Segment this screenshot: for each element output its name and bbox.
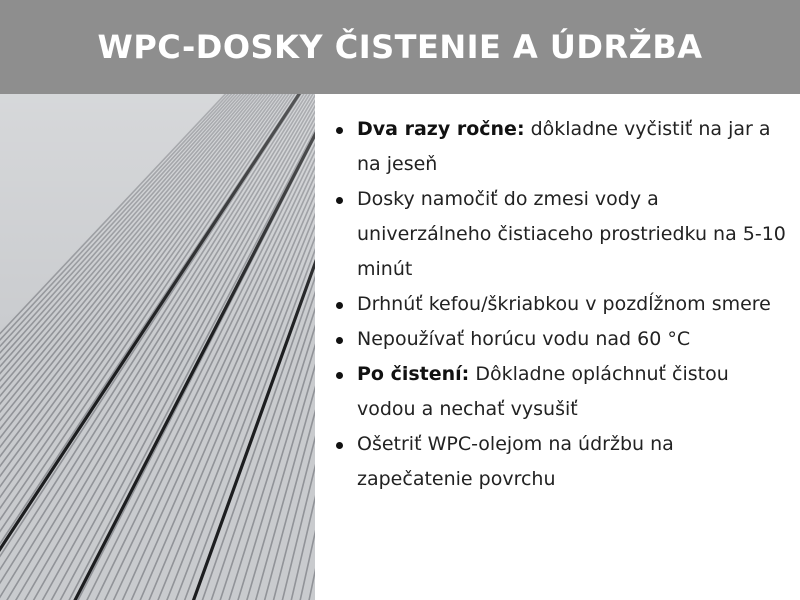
item-text: Nepoužívať horúcu vodu nad 60 °C [357,328,691,350]
item-text: Dôkladne opláchnuť čistou vodou a nechať vysušiť [357,363,729,420]
item-text: Dosky namočiť do zmesi vody a univerzálneho čistiaceho prostriedku na 5-10 minút [357,188,786,280]
item-text: dôkladne vyčistiť na jar a na jeseň [357,118,771,175]
list-item [330,182,790,287]
bullet-icon [336,127,343,134]
page-title: WPC-DOSKY ČISTENIE A ÚDRŽBA [97,28,703,66]
bullet-icon [336,442,343,449]
item-emphasis: Dva razy ročne: [357,118,525,140]
list-item [330,357,790,427]
list-item [330,427,790,497]
tips-list [330,112,790,497]
decking-photo [0,94,315,600]
item-text: Ošetriť WPC-olejom na údržbu na zapečatenie povrchu [357,433,674,490]
title-banner [0,0,800,94]
list-item [330,287,790,322]
list-item [330,112,790,182]
item-emphasis: Po čistení: [357,363,470,385]
bullet-icon [336,302,343,309]
cleaning-tips [330,112,790,497]
item-text: Drhnúť kefou/škriabkou v pozdĺžnom smere [357,293,771,315]
bullet-icon [336,197,343,204]
bullet-icon [336,337,343,344]
list-item [330,322,790,357]
bullet-icon [336,372,343,379]
